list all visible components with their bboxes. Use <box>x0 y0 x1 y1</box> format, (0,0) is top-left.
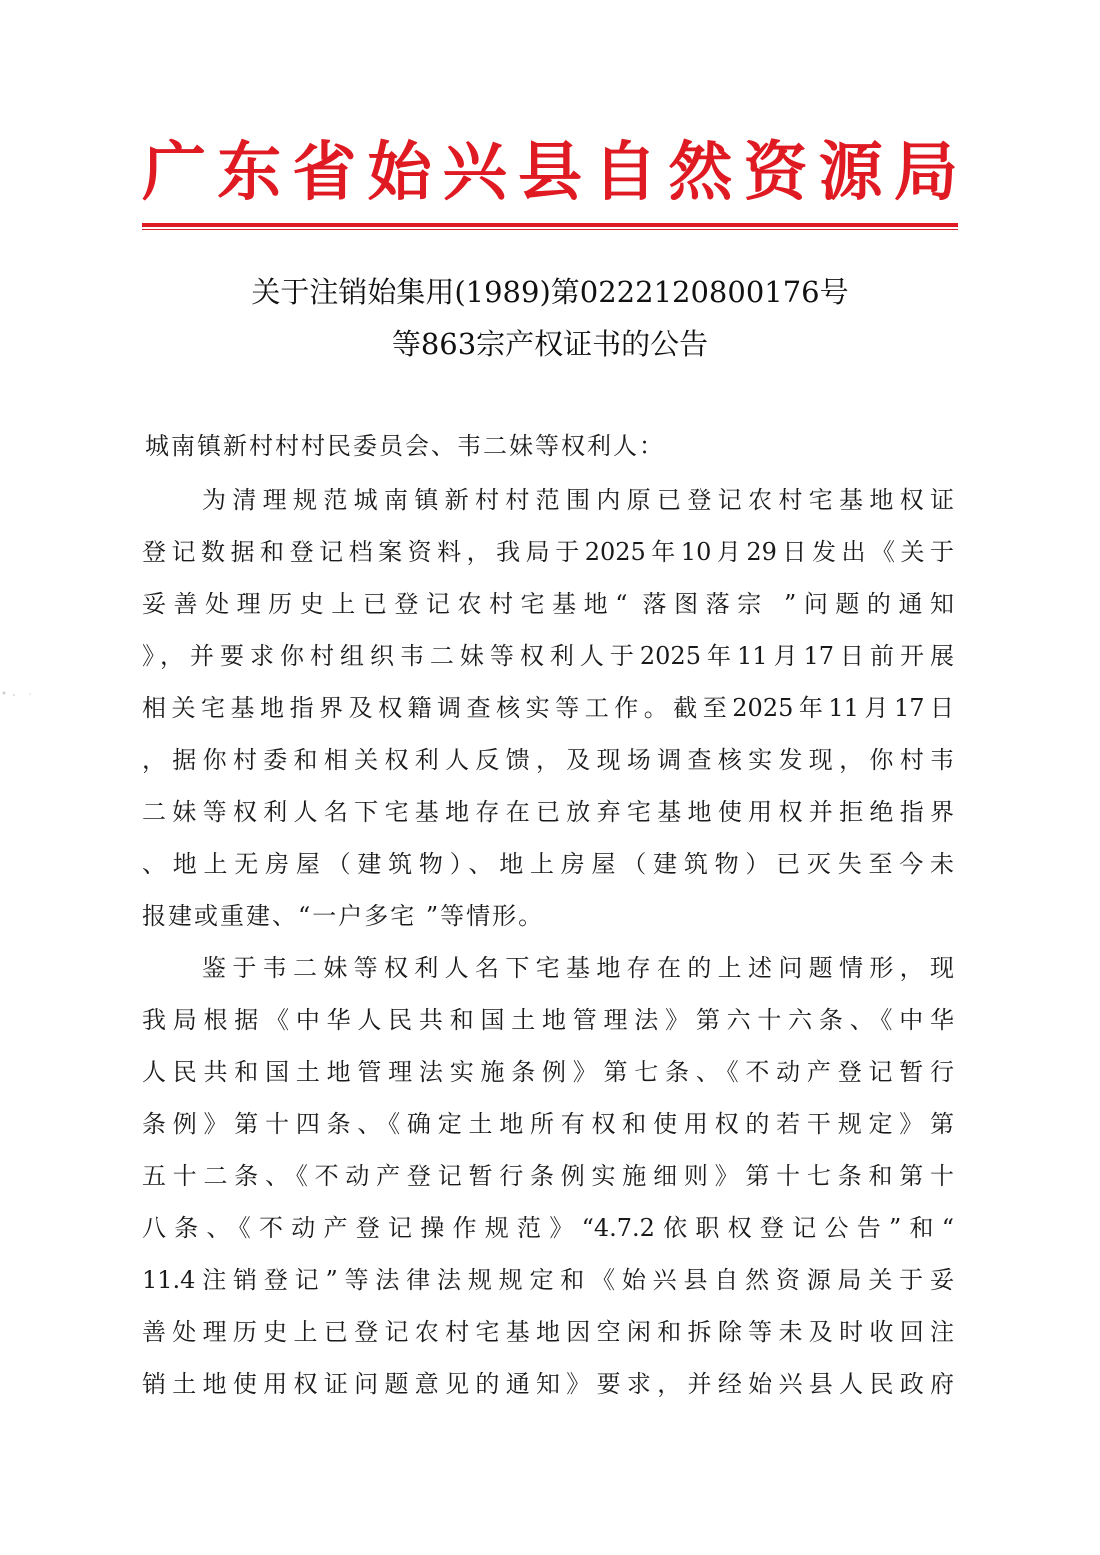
body-line: 人民共和国土地管理法实施条例》第七条、《不动产登记暂行 <box>142 1058 954 1086</box>
body-line: 我局根据《中华人民共和国土地管理法》第六十六条、《中华 <box>142 1006 954 1034</box>
title-char: 局 <box>893 135 958 210</box>
body-line: 报建或重建、“一户多宅 ”等情形。 <box>142 902 545 930</box>
body-line: ，据你村委和相关权利人反馈，及现场调查核实发现，你村韦 <box>142 746 954 774</box>
title-char: 省 <box>292 135 357 210</box>
addressee: 城南镇新村村村民委员会、韦二妹等权利人： <box>145 432 665 460</box>
body-line: 八条、《不动产登记操作规范》“4.7.2依职权登记公告”和“ <box>142 1214 954 1242</box>
body-line: 条例》第十四条、《确定土地所有权和使用权的若干规定》第 <box>142 1110 954 1138</box>
body-line: 销土地使用权证问题意见的通知》要求，并经始兴县人民政府 <box>142 1370 954 1398</box>
title-char: 自 <box>593 135 658 210</box>
document-title-line-2: 等863宗产权证书的公告 <box>391 327 709 361</box>
title-char: 源 <box>818 135 883 210</box>
issuing-authority-title <box>142 128 958 218</box>
title-char: 始 <box>367 135 432 210</box>
title-char: 兴 <box>442 135 507 210</box>
red-header-rule-thin <box>142 229 958 230</box>
document-title-line-1: 关于注销始集用(1989)第0222120800176号 <box>251 275 849 309</box>
body-line: 登记数据和登记档案资料，我局于2025年10月29日发出《关于 <box>142 538 954 566</box>
title-char: 广 <box>142 135 206 210</box>
title-char: 县 <box>517 135 582 210</box>
body-line: 为清理规范城南镇新村村范围内原已登记农村宅基地权证 <box>202 486 954 514</box>
red-header-rule <box>142 223 958 227</box>
body-line: 》，并要求你村组织韦二妹等权利人于2025年11月17日前开展 <box>142 642 954 670</box>
body-line: 、地上无房屋（建筑物）、地上房屋（建筑物）已灭失至今未 <box>142 850 954 878</box>
body-line: 妥善处理历史上已登记农村宅基地“ 落图落宗 ”问题的通知 <box>142 590 954 618</box>
title-char: 东 <box>217 135 282 210</box>
body-line: 相关宅基地指界及权籍调查核实等工作。截至2025年11月17日 <box>142 694 954 722</box>
body-line: 二妹等权利人名下宅基地存在已放弃宅基地使用权并拒绝指界 <box>142 798 954 826</box>
title-char: 资 <box>743 135 808 210</box>
body-line: 五十二条、《不动产登记暂行条例实施细则》第十七条和第十 <box>142 1162 954 1190</box>
body-line: 11.4注销登记”等法律法规规定和《始兴县自然资源局关于妥 <box>142 1266 954 1294</box>
body-line: 善处理历史上已登记农村宅基地因空闲和拆除等未及时收回注 <box>142 1318 954 1346</box>
title-char: 然 <box>668 135 733 210</box>
body-line: 鉴于韦二妹等权利人名下宅基地存在的上述问题情形，现 <box>202 954 954 982</box>
scan-speck <box>0 690 60 698</box>
